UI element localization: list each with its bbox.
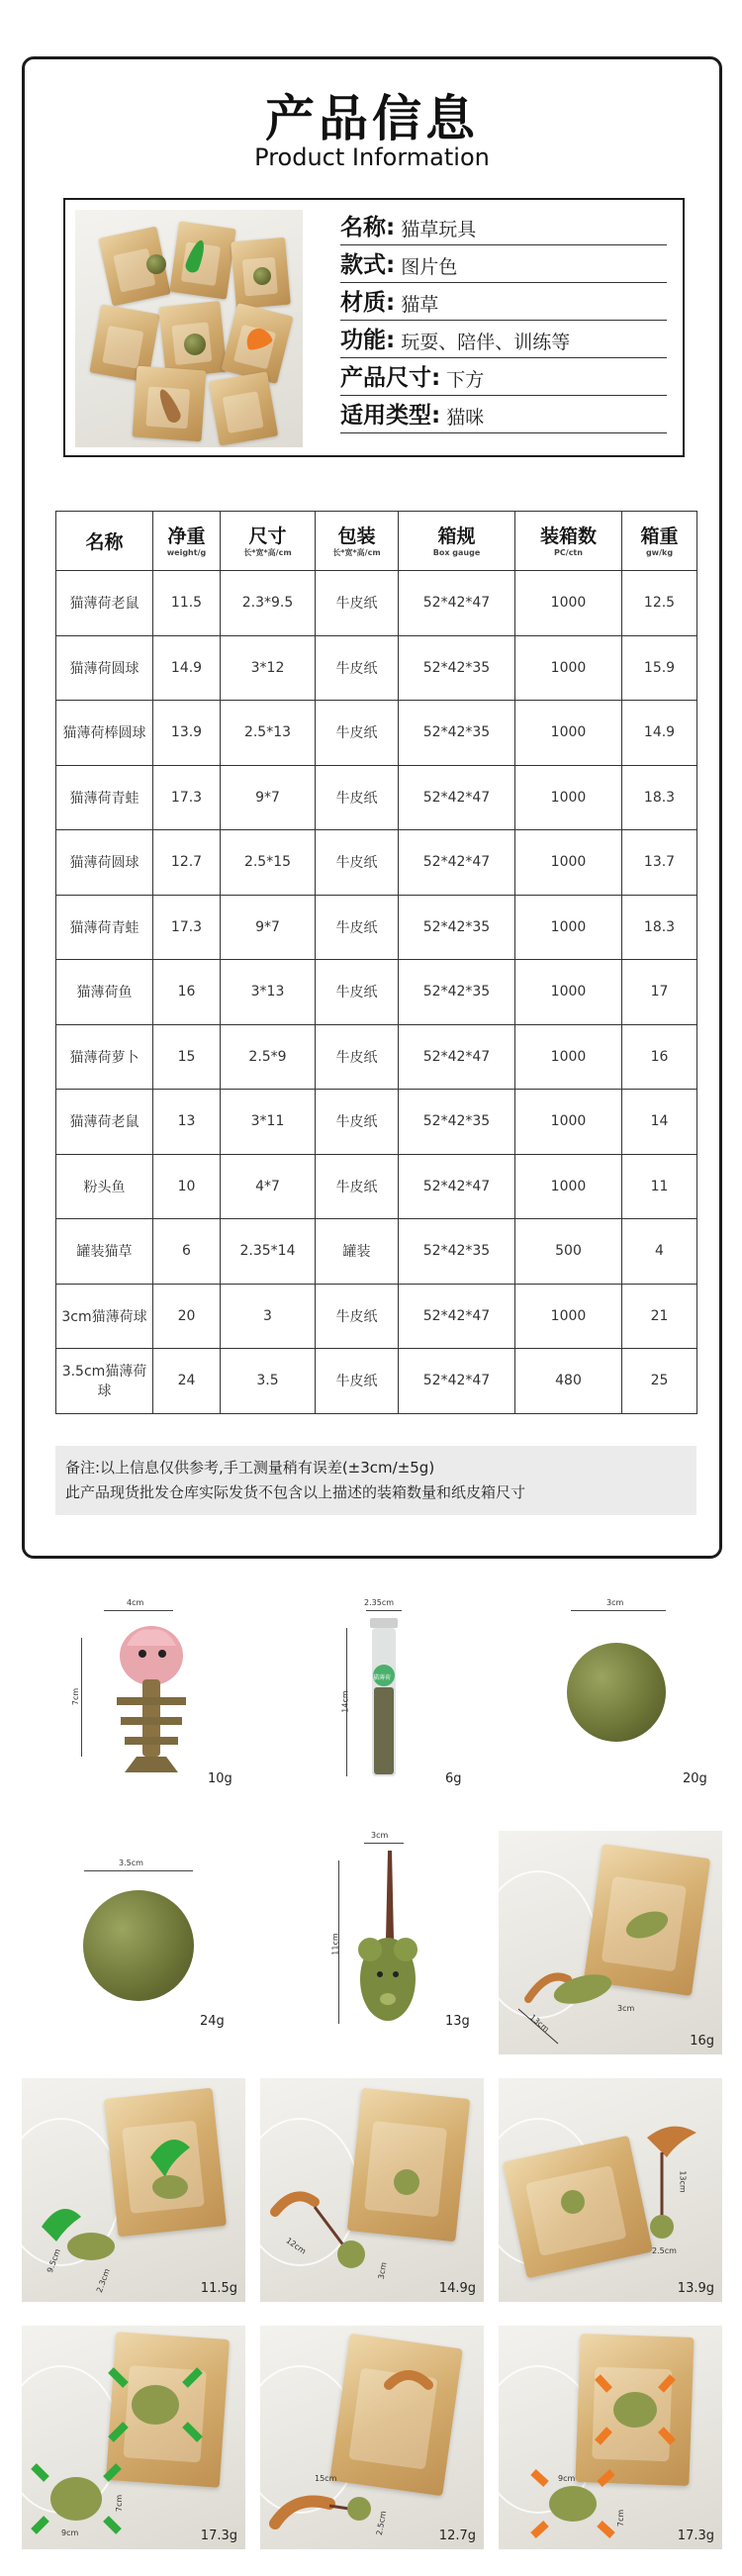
table-cell: 15 xyxy=(153,1024,221,1090)
table-row xyxy=(56,571,697,636)
table-cell: 13.7 xyxy=(622,830,697,896)
table-row xyxy=(56,1024,697,1090)
table-cell: 3.5 xyxy=(221,1349,316,1414)
table-header-row xyxy=(56,512,697,571)
table-cell: 1000 xyxy=(515,1154,622,1219)
weight-label: 14.9g xyxy=(438,2281,476,2296)
product-photo-tile: 9cm 7cm 17.3g xyxy=(499,2326,722,2549)
table-cell: 2.5*13 xyxy=(221,701,316,766)
table-header: 净重 weight/g xyxy=(153,512,221,571)
info-value: 猫咪 xyxy=(446,407,485,429)
catnip-ball-35cm-figure xyxy=(59,1831,237,2039)
dimension-label: 11cm xyxy=(330,1933,340,1956)
table-cell: 牛皮纸 xyxy=(316,1284,399,1349)
product-photo-tile: 12cm 3cm 14.9g xyxy=(260,2078,484,2302)
info-value: 图片色 xyxy=(401,256,458,278)
note-line-2: 此产品现货批发仓库实际发货不包含以上描述的装箱数量和纸皮箱尺寸 xyxy=(65,1483,526,1501)
product-summary-box xyxy=(63,198,685,457)
weight-label: 13g xyxy=(445,2014,470,2029)
table-row xyxy=(56,1090,697,1155)
info-value: 猫草 xyxy=(401,294,439,316)
table-cell: 1000 xyxy=(515,960,622,1025)
info-value: 下方 xyxy=(446,369,485,391)
table-row xyxy=(56,701,697,766)
dimension-label: 4cm xyxy=(127,1598,144,1607)
table-cell: 3cm猫薄荷球 xyxy=(56,1284,153,1349)
table-cell: 25 xyxy=(622,1349,697,1414)
table-cell: 16 xyxy=(153,960,221,1025)
table-cell: 猫薄荷老鼠 xyxy=(56,571,153,636)
table-cell: 罐装 xyxy=(316,1219,399,1285)
table-row xyxy=(56,1219,697,1285)
info-row-function xyxy=(340,321,667,358)
table-cell: 6 xyxy=(153,1219,221,1285)
weight-label: 17.3g xyxy=(200,2528,237,2543)
table-cell: 牛皮纸 xyxy=(316,1090,399,1155)
info-key: 功能: xyxy=(340,328,396,353)
weight-label: 10g xyxy=(208,1771,232,1786)
catnip-mouse-figure xyxy=(317,1831,485,2039)
info-key: 材质: xyxy=(340,290,396,316)
table-cell: 52*42*47 xyxy=(399,830,515,896)
product-info-card xyxy=(22,56,722,1559)
table-cell: 4 xyxy=(622,1219,697,1285)
table-row xyxy=(56,635,697,701)
note-box xyxy=(55,1446,696,1515)
weight-label: 13.9g xyxy=(677,2281,714,2296)
table-cell: 480 xyxy=(515,1349,622,1414)
table-cell: 2.5*9 xyxy=(221,1024,316,1090)
table-cell: 52*42*35 xyxy=(399,701,515,766)
table-cell: 15.9 xyxy=(622,635,697,701)
table-cell: 17.3 xyxy=(153,765,221,830)
table-cell: 牛皮纸 xyxy=(316,701,399,766)
table-cell: 21 xyxy=(622,1284,697,1349)
table-cell: 1000 xyxy=(515,765,622,830)
weight-label: 6g xyxy=(445,1771,462,1786)
table-cell: 4*7 xyxy=(221,1154,316,1219)
catnip-tube-figure xyxy=(317,1598,485,1796)
table-cell: 20 xyxy=(153,1284,221,1349)
table-cell: 3*12 xyxy=(221,635,316,701)
dimension-label: 7cm xyxy=(71,1687,81,1706)
dimension-label: 2.35cm xyxy=(364,1598,395,1607)
table-cell: 52*42*47 xyxy=(399,1349,515,1414)
info-value: 玩耍、陪伴、训练等 xyxy=(401,332,571,353)
weight-label: 24g xyxy=(200,2014,225,2029)
table-cell: 牛皮纸 xyxy=(316,960,399,1025)
product-info-list xyxy=(340,208,667,433)
table-cell: 1000 xyxy=(515,701,622,766)
table-header: 箱规 Box gauge xyxy=(399,512,515,571)
table-cell: 1000 xyxy=(515,1284,622,1349)
catnip-ball-image xyxy=(567,1643,666,1742)
table-cell: 13.9 xyxy=(153,701,221,766)
page-title: 产品信息 xyxy=(265,90,479,147)
info-row-name xyxy=(340,208,667,245)
product-photo xyxy=(75,210,303,447)
dimension-label: 3cm xyxy=(371,1831,389,1840)
table-cell: 11 xyxy=(622,1154,697,1219)
dimension-label: 14cm xyxy=(340,1690,350,1713)
table-cell: 1000 xyxy=(515,1024,622,1090)
table-cell: 猫薄荷青蛙 xyxy=(56,765,153,830)
table-row xyxy=(56,895,697,960)
table-cell: 52*42*35 xyxy=(399,960,515,1025)
table-cell: 17 xyxy=(622,960,697,1025)
info-value: 猫草玩具 xyxy=(401,219,477,240)
table-body xyxy=(56,571,697,1414)
table-cell: 3 xyxy=(221,1284,316,1349)
table-cell: 牛皮纸 xyxy=(316,1024,399,1090)
table-cell: 14.9 xyxy=(622,701,697,766)
table-cell: 1000 xyxy=(515,830,622,896)
table-cell: 猫薄荷棒圆球 xyxy=(56,701,153,766)
table-cell: 猫薄荷圆球 xyxy=(56,830,153,896)
table-cell: 牛皮纸 xyxy=(316,830,399,896)
table-cell: 9*7 xyxy=(221,895,316,960)
table-header: 尺寸 长*宽*高/cm xyxy=(221,512,316,571)
table-row xyxy=(56,960,697,1025)
table-cell: 3*11 xyxy=(221,1090,316,1155)
table-cell: 500 xyxy=(515,1219,622,1285)
table-row xyxy=(56,1284,697,1349)
table-cell: 猫薄荷青蛙 xyxy=(56,895,153,960)
table-cell: 13 xyxy=(153,1090,221,1155)
table-cell: 52*42*35 xyxy=(399,1090,515,1155)
table-cell: 粉头鱼 xyxy=(56,1154,153,1219)
info-row-style xyxy=(340,245,667,283)
info-row-size xyxy=(340,358,667,396)
table-cell: 10 xyxy=(153,1154,221,1219)
table-header: 箱重 gw/kg xyxy=(622,512,697,571)
product-photo-tile: 9cm 7cm 17.3g xyxy=(22,2326,245,2549)
table-cell: 52*42*47 xyxy=(399,765,515,830)
table-cell: 14.9 xyxy=(153,635,221,701)
weight-label: 16g xyxy=(690,2034,714,2049)
table-cell: 2.5*15 xyxy=(221,830,316,896)
table-cell: 2.35*14 xyxy=(221,1219,316,1285)
table-cell: 18.3 xyxy=(622,765,697,830)
table-cell: 52*42*47 xyxy=(399,1154,515,1219)
info-key: 名称: xyxy=(340,215,396,240)
table-cell: 52*42*47 xyxy=(399,1284,515,1349)
table-header: 装箱数 PC/ctn xyxy=(515,512,622,571)
table-cell: 16 xyxy=(622,1024,697,1090)
table-row xyxy=(56,830,697,896)
info-key: 适用类型: xyxy=(340,403,441,429)
table-cell: 52*42*35 xyxy=(399,635,515,701)
table-cell: 17.3 xyxy=(153,895,221,960)
fish-toy-figure xyxy=(59,1598,237,1796)
table-cell: 猫薄荷老鼠 xyxy=(56,1090,153,1155)
table-row xyxy=(56,765,697,830)
spec-table xyxy=(55,511,697,1414)
table-cell: 牛皮纸 xyxy=(316,571,399,636)
table-cell: 11.5 xyxy=(153,571,221,636)
table-cell: 牛皮纸 xyxy=(316,765,399,830)
table-cell: 12.7 xyxy=(153,830,221,896)
info-row-material xyxy=(340,283,667,321)
table-cell: 罐装猫草 xyxy=(56,1219,153,1285)
table-cell: 1000 xyxy=(515,895,622,960)
table-cell: 1000 xyxy=(515,1090,622,1155)
product-photo-tile: 13cm 3cm 16g xyxy=(499,1831,722,2054)
table-cell: 12.5 xyxy=(622,571,697,636)
tube-label: 猫薄荷 xyxy=(373,1674,392,1681)
table-row xyxy=(56,1349,697,1414)
table-cell: 18.3 xyxy=(622,895,697,960)
page-subtitle: Product Information xyxy=(254,143,490,171)
table-cell: 1000 xyxy=(515,571,622,636)
product-photo-tile: 15cm 2.5cm 12.7g xyxy=(260,2326,484,2549)
table-cell: 52*42*47 xyxy=(399,571,515,636)
weight-label: 11.5g xyxy=(200,2281,237,2296)
table-cell: 52*42*35 xyxy=(399,1219,515,1285)
table-cell: 3*13 xyxy=(221,960,316,1025)
table-cell: 牛皮纸 xyxy=(316,1349,399,1414)
product-photo-tile: 9.5cm 2.3cm 11.5g xyxy=(22,2078,245,2302)
table-cell: 2.3*9.5 xyxy=(221,571,316,636)
table-cell: 52*42*35 xyxy=(399,895,515,960)
table-cell: 9*7 xyxy=(221,765,316,830)
dimension-label: 3cm xyxy=(606,1598,624,1607)
table-cell: 14 xyxy=(622,1090,697,1155)
table-cell: 猫薄荷萝卜 xyxy=(56,1024,153,1090)
table-cell: 牛皮纸 xyxy=(316,635,399,701)
table-cell: 猫薄荷圆球 xyxy=(56,635,153,701)
table-cell: 24 xyxy=(153,1349,221,1414)
fish-toy-image xyxy=(97,1618,206,1776)
product-photo-tile: 13cm 2.5cm 13.9g xyxy=(499,2078,722,2302)
table-header: 名称 xyxy=(56,512,153,571)
table-cell: 3.5cm猫薄荷球 xyxy=(56,1349,153,1414)
catnip-ball-image xyxy=(83,1890,194,2001)
table-cell: 52*42*47 xyxy=(399,1024,515,1090)
dimension-label: 3.5cm xyxy=(119,1859,143,1867)
catnip-tube-image xyxy=(364,1618,404,1786)
weight-label: 20g xyxy=(683,1771,707,1786)
catnip-mouse-image xyxy=(348,1851,427,2029)
weight-label: 12.7g xyxy=(438,2528,476,2543)
weight-label: 17.3g xyxy=(677,2528,714,2543)
table-cell: 牛皮纸 xyxy=(316,1154,399,1219)
info-row-type xyxy=(340,396,667,433)
table-cell: 猫薄荷鱼 xyxy=(56,960,153,1025)
table-header: 包装 长*宽*高/cm xyxy=(316,512,399,571)
info-key: 款式: xyxy=(340,252,396,278)
info-key: 产品尺寸: xyxy=(340,365,441,391)
table-cell: 1000 xyxy=(515,635,622,701)
catnip-ball-3cm-figure xyxy=(549,1598,722,1796)
table-cell: 牛皮纸 xyxy=(316,895,399,960)
note-line-1: 备注:以上信息仅供参考,手工测量稍有误差(±3cm/±5g) xyxy=(65,1459,435,1477)
table-row xyxy=(56,1154,697,1219)
